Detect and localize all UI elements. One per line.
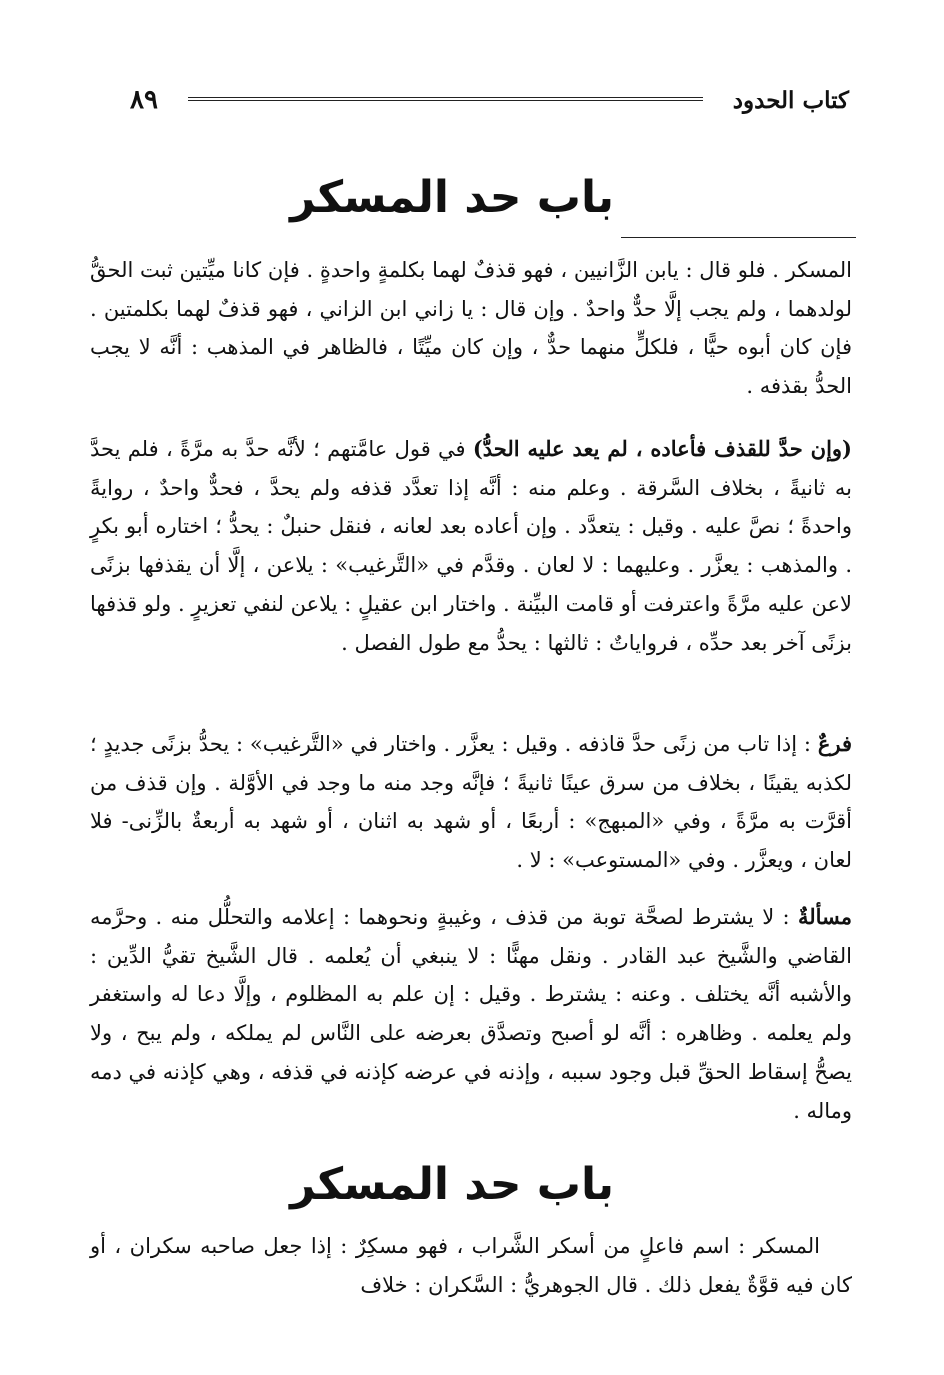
- paragraph-text: المسكر : اسم فاعلٍ من أسكر الشَّراب ، فهو مسكِرٌ : إذا جعل صاحبه سكران ، أو كان فيه قوَّةٌ يفعل ذلك . قال الجوهريُّ : السَّكران : خلاف: [90, 1234, 852, 1297]
- paragraph-text: : لا يشترط لصحَّة توبة من قذف ، وغيبةٍ ونحوهما : إعلامه والتحلُّل منه . وحرَّمه القاضي والشَّيخ عبد القادر . ونقل مهنًّا : لا ينبغي أن يُعلمه . قال الشَّيخ تقيُّ الدِّين : والأشبه أنَّه يختلف . وعنه : يشترط . وقيل : إن علم به المظلوم ، وإلَّا دعا له واستغفر ولم يعلمه . وظاهره : أنَّه لو أصبح وتصدَّق بعرضه على النَّاس لم يملكه ، ولم يبح ، ولا يصحُّ إسقاط الحقِّ قبل وجود سببه ، وإذنه في عرضه كإذنه في قذفه ، وهي كإذنه في دمه وماله .: [90, 905, 852, 1123]
- paragraph: [90, 898, 852, 1130]
- paragraph: [90, 1227, 852, 1304]
- header-double-rule: [188, 96, 703, 104]
- paragraph-text: في قول عامَّتهم ؛ لأنَّه حدَّ به مرَّةً ، فلم يحدَّ به ثانيةً ، بخلاف السَّرقة . وعلم منه : أنَّه إذا تعدَّد قذفه ولم يحدَّ ، فحدٌّ واحدٌ ، روايةً واحدةً ؛ نصَّ عليه . وقيل : يتعدَّد . وإن أعاده بعد لعانه ، فنقل حنبلٌ : يحدُّ ؛ اختاره أبو بكرٍ . والمذهب : يعزَّر . وعليهما : لا لعان . وقدَّم في «التَّرغيب» : يلاعن ، إلَّا أن يقذفها بزنًى لاعن عليه مرَّةً واعترفت أو قامت البيِّنة . واختار ابن عقيلٍ : يلاعن لنفي تعزيرٍ . ولو قذفها بزنًى آخر بعد حدِّه ، فرواياتٌ : ثالثها : يحدُّ مع طول الفصل .: [90, 437, 852, 655]
- paragraph: [90, 430, 852, 662]
- section-label-masala: مسألةٌ: [797, 904, 852, 929]
- section-label-far: فرعٌ: [817, 731, 852, 756]
- matn-quote: (وإن حدَّ للقذف فأعاده ، لم يعد عليه الحدُّ): [472, 436, 852, 461]
- heading-rule: [621, 237, 856, 238]
- book-title: كتاب الحدود: [732, 86, 849, 114]
- page-number: ٨٩: [130, 85, 158, 115]
- chapter-heading: باب حد المسكر: [290, 172, 614, 223]
- paragraph: [90, 725, 852, 880]
- paragraph-text: : إذا تاب من زنًى حدَّ قاذفه . وقيل : يعزَّر . واختار في «التَّرغيب» : يحدُّ بزنًى جديدٍ ؛ لكذبه يقينًا ، بخلاف من سرق عينًا ثانيةً ؛ فإنَّه وجد منه ما وجد في الأوَّلة . وإن قذف من أقرَّت به مرَّةً ، وفي «المبهج» : أربعًا ، أو شهد به اثنان ، أو شهد به أربعةٌ بالزِّنى- فلا لعان ، ويعزَّر . وفي «المستوعب» : لا .: [90, 732, 852, 873]
- paragraph-text: المسكر . فلو قال : يابن الزَّانيين ، فهو قذفٌ لهما بكلمةٍ واحدةٍ . فإن كانا ميِّتين ثبت الحقُّ لولدهما ، ولم يجب إلَّا حدٌّ واحدٌ . وإن قال : يا زاني ابن الزاني ، فهو قذفٌ لهما بكلمتين . فإن كان أبوه حيًّا ، فلكلٍّ منهما حدٌّ ، وإن كان ميِّتًا ، فالظاهر في المذهب : أنَّه لا يجب الحدُّ بقذفه .: [90, 258, 852, 399]
- paragraph: [90, 251, 852, 406]
- chapter-heading: باب حد المسكر: [290, 1159, 614, 1210]
- running-header: [130, 80, 849, 120]
